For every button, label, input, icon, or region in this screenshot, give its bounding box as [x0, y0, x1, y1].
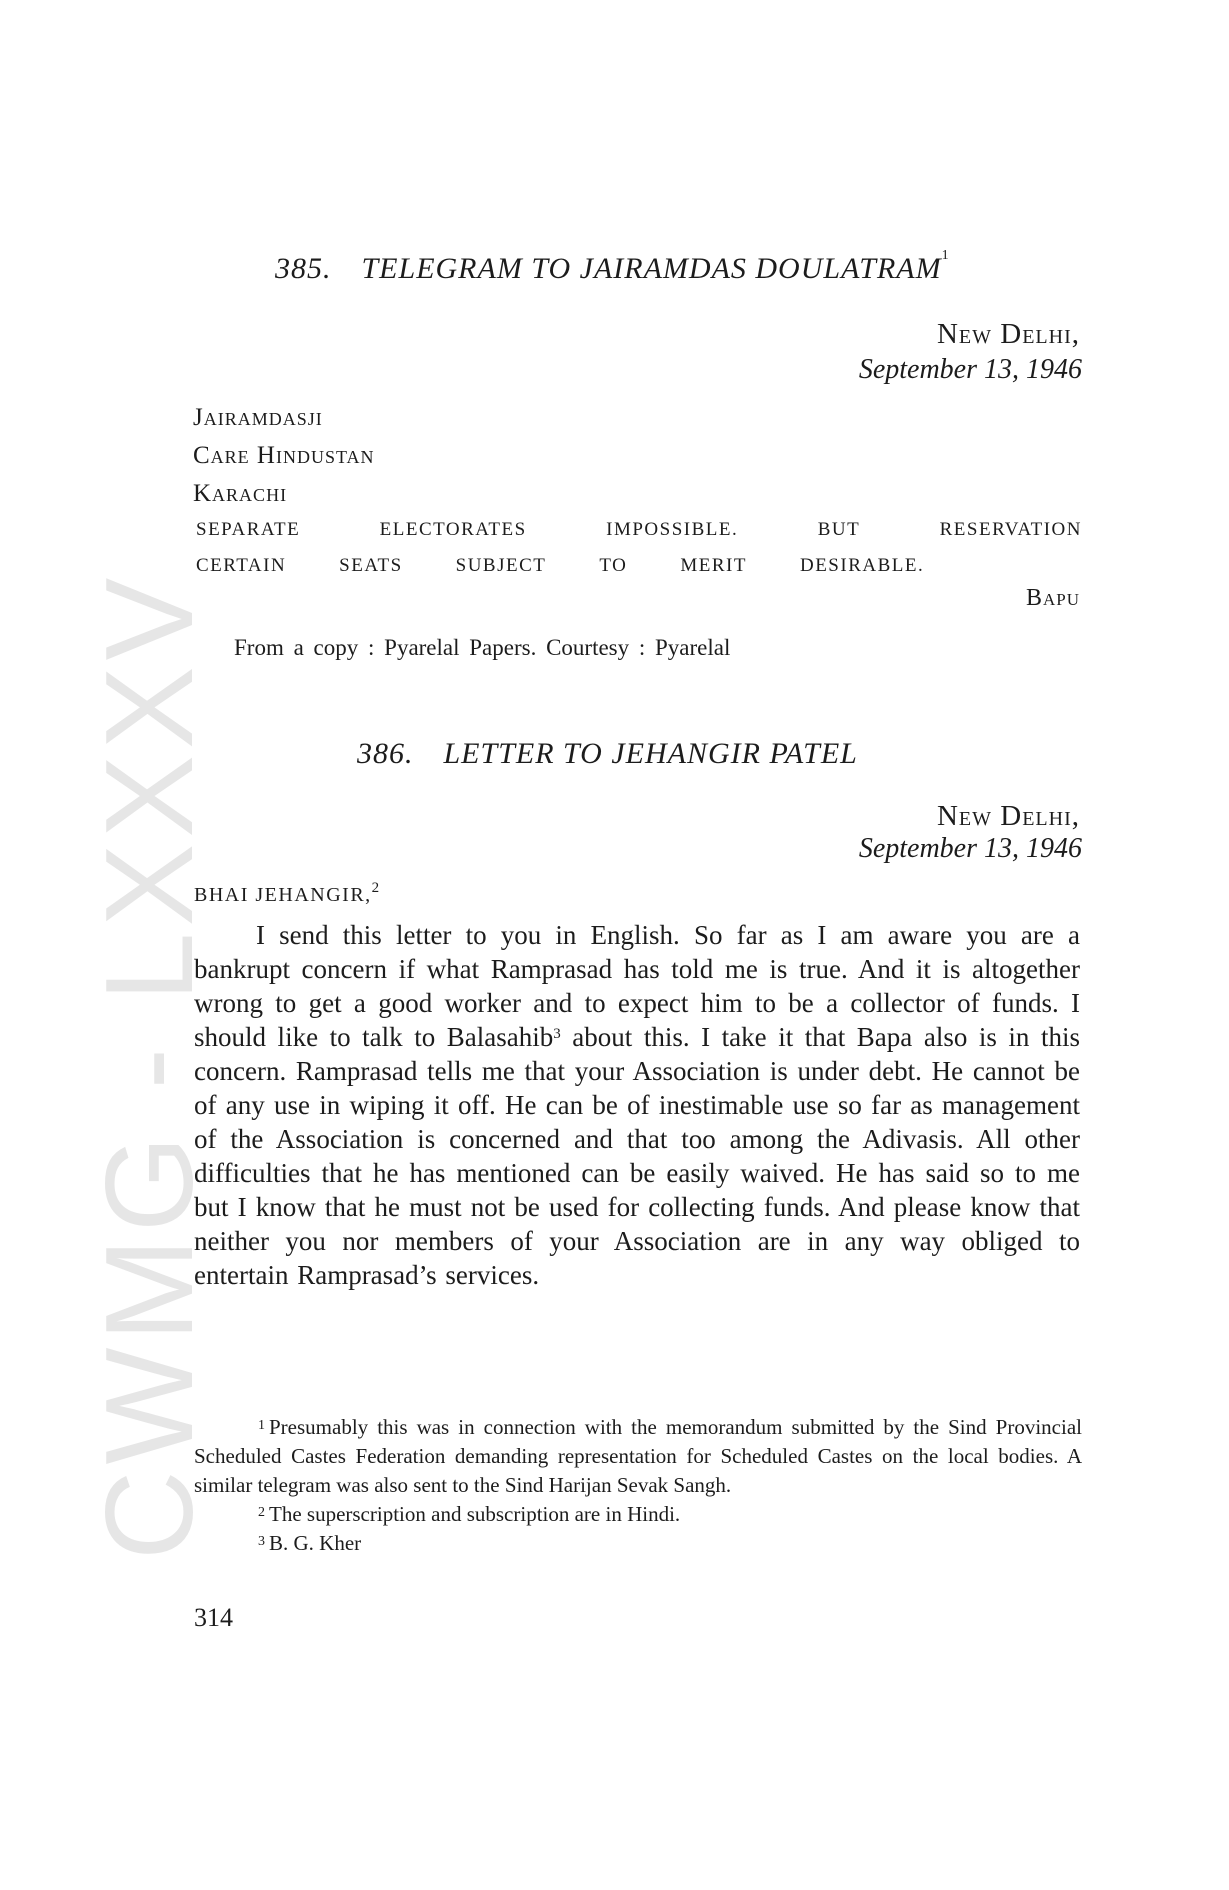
- doc-385-date: September 13, 1946: [858, 354, 1082, 385]
- footnote-marker: 1: [258, 1418, 265, 1433]
- footnotes: [194, 1413, 1082, 1558]
- telegram-word: DESIRABLE.: [799, 555, 925, 576]
- telegram-word: MERIT: [680, 555, 747, 576]
- salutation-text: BHAI JEHANGIR,: [194, 884, 372, 906]
- footnote-ref-2: 2: [371, 880, 381, 896]
- telegram-word: ELECTORATES: [379, 519, 527, 540]
- doc-385-heading: [275, 248, 950, 286]
- telegram-text-line-1: [196, 519, 1082, 541]
- footnote-1: [194, 1413, 1082, 1500]
- address-line: Care Hindustan: [193, 442, 375, 469]
- doc-386-title: LETTER TO JEHANGIR PATEL: [443, 737, 858, 770]
- footnote-ref-1: 1: [941, 248, 950, 263]
- footnote-ref-3: 3: [553, 1026, 561, 1042]
- letter-salutation: [194, 880, 381, 907]
- telegram-word: SEPARATE: [196, 519, 301, 540]
- telegram-address: [193, 399, 375, 513]
- telegram-word: RESERVATION: [939, 519, 1082, 540]
- letter-body-part-2: about this. I take it that Bapa also is in this concern. Ramprasad tells me that your Association is under debt. He cannot be of any use in wiping it off. He can be of inestimable use so far as management of the Association is concerned and that too among the Adivasis. All other difficulties that he has mentioned can be easily waived. He has said so to me but I know that he must not be used for collecting funds. And please know that neither you nor members of your Association are in any way obliged to entertain Ramprasad’s services.: [194, 1022, 1080, 1290]
- doc-386-number: 386.: [357, 737, 414, 770]
- telegram-word: SUBJECT: [455, 555, 547, 576]
- telegram-text-line-2: [196, 555, 1082, 577]
- footnote-2: [194, 1500, 1082, 1529]
- watermark: CWMG - LXXXV: [81, 571, 219, 1560]
- telegram-word: IMPOSSIBLE.: [606, 519, 739, 540]
- footnote-marker: 2: [258, 1505, 265, 1520]
- doc-386-place: New Delhi,: [936, 800, 1080, 832]
- doc-385-number: 385.: [275, 252, 332, 285]
- letter-body-part-1: I send this letter to you in English. So far as I am aware you are a bankrupt concern if what Ramprasad has told me is true. And it is altogether wrong to get a good worker and to expect him to be a collector of funds. I should like to talk to Balasahib: [194, 920, 1080, 1052]
- doc-386-date: September 13, 1946: [858, 833, 1082, 864]
- footnote-text: Presumably this was in connection with the memorandum submitted by the Sind Provincial Scheduled Castes Federation demanding representation for Scheduled Castes on the local bodies. A similar telegram was also sent to the Sind Harijan Sevak Sangh.: [194, 1415, 1082, 1497]
- footnote-text: The superscription and subscription are in Hindi.: [269, 1502, 681, 1526]
- address-line: Jairamdasji: [193, 404, 323, 431]
- page-number: 314: [194, 1603, 233, 1632]
- doc-385-place: New Delhi,: [936, 318, 1080, 350]
- letter-body: [194, 918, 1080, 1292]
- doc-385-title: TELEGRAM TO JAIRAMDAS DOULATRAM: [361, 252, 942, 285]
- address-line: Karachi: [193, 480, 288, 507]
- footnote-3: [194, 1529, 1082, 1558]
- telegram-word: CERTAIN: [196, 555, 287, 576]
- telegram-word: TO: [599, 555, 628, 576]
- telegram-word: SEATS: [339, 555, 403, 576]
- telegram-signature: Bapu: [1025, 585, 1080, 611]
- doc-385-source: From a copy : Pyarelal Papers. Courtesy : Pyarelal: [234, 635, 731, 660]
- doc-386-heading: [357, 737, 858, 771]
- telegram-word: BUT: [817, 519, 861, 540]
- footnote-text: B. G. Kher: [269, 1531, 362, 1555]
- footnote-marker: 3: [258, 1534, 265, 1549]
